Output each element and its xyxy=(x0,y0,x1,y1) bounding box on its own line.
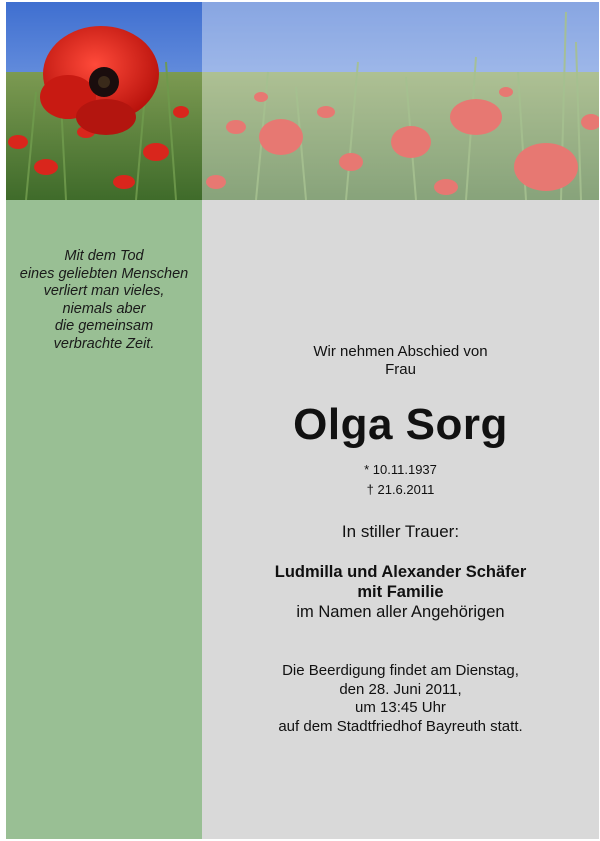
poppy-field-banner xyxy=(6,2,599,200)
relatives-line: im Namen aller Angehörigen xyxy=(296,603,505,621)
quote-line: verbrachte Zeit. xyxy=(53,335,155,352)
quote-line: die gemeinsam xyxy=(54,318,154,334)
family-name-line: mit Familie xyxy=(357,583,444,601)
mourning-heading: In stiller Trauer: xyxy=(341,522,460,541)
quote-line: verliert man vieles, xyxy=(43,283,165,299)
intro-line: Frau xyxy=(385,361,416,378)
obituary-card xyxy=(6,2,599,839)
funeral-line: Die Beerdigung findet am Dienstag, xyxy=(282,662,519,679)
quote-line: Mit dem Tod xyxy=(64,248,144,264)
poppy-field-photo-icon xyxy=(6,2,599,200)
birth-date: * 10.11.1937 xyxy=(364,462,437,477)
family-name-line: Ludmilla und Alexander Schäfer xyxy=(274,563,527,581)
death-date: † 21.6.2011 xyxy=(366,482,435,497)
intro-line: Wir nehmen Abschied von xyxy=(313,343,488,360)
farewell-intro xyxy=(202,343,599,379)
funeral-line: um 13:45 Uhr xyxy=(355,699,446,716)
life-dates xyxy=(202,460,599,500)
deceased-name: Olga Sorg xyxy=(293,400,508,449)
quote-line: eines geliebten Menschen xyxy=(19,265,189,282)
funeral-line: den 28. Juni 2011, xyxy=(339,680,462,698)
memorial-quote xyxy=(6,248,202,353)
funeral-line: auf dem Stadtfriedhof Bayreuth statt. xyxy=(278,717,523,735)
quote-line: niemals aber xyxy=(62,300,146,317)
notice-panel xyxy=(202,200,599,839)
funeral-details xyxy=(202,662,599,736)
sidebar xyxy=(6,200,202,839)
mourners xyxy=(202,562,599,622)
